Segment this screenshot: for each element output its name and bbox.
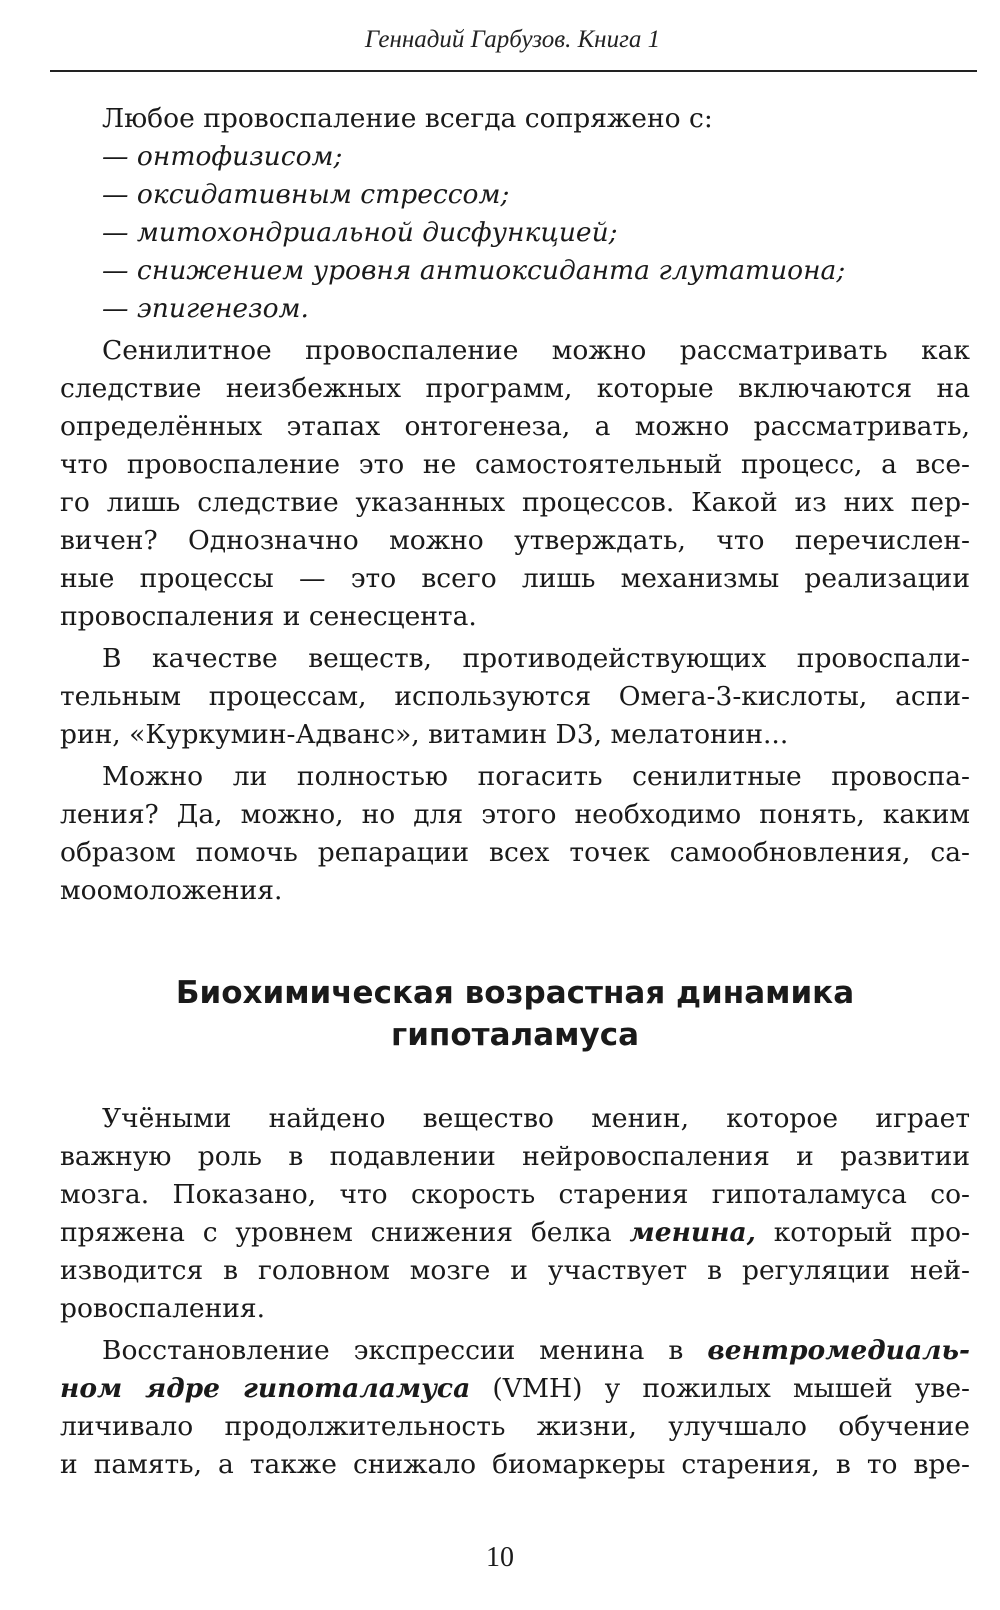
text-line: Учёными найдено вещество менин, которое играет [102, 1103, 970, 1134]
paragraph-substances [60, 640, 970, 754]
section-heading [60, 972, 970, 1056]
text-span: пряжена с уровнем снижения белка [60, 1217, 630, 1248]
list-item: — митохондриальной дисфункцией; [102, 217, 618, 248]
list-item: — оксидативным стрессом; [102, 179, 510, 210]
text-line: провоспаления и сенесцента. [60, 601, 477, 632]
text-span: (VMH) у пожилых мышей уве- [470, 1373, 970, 1404]
text-line: определённых этапах онтогенеза, а можно рассматривать, [60, 411, 970, 442]
header-rule [50, 70, 977, 72]
text-line: моомоложения. [60, 875, 283, 906]
text-line [60, 1370, 970, 1408]
list-item: — онтофизисом; [102, 141, 343, 172]
text-line: ровоспаления. [60, 1293, 266, 1324]
text-line [60, 1214, 970, 1252]
list-item: — эпигенезом. [102, 293, 309, 324]
text-line: следствие неизбежных программ, которые включаются на [60, 373, 970, 404]
text-line: вичен? Однозначно можно утверждать, что перечислен- [60, 525, 970, 556]
text-line: личивало продолжительность жизни, улучшало обучение [60, 1411, 970, 1442]
text-span: который про- [755, 1217, 970, 1248]
emphasis-term: вентромедиаль- [707, 1335, 970, 1366]
running-title: Геннадий Гарбузов. Книга 1 [364, 26, 661, 53]
paragraph-senile-inflammation [60, 332, 970, 636]
paragraph-menin [60, 1100, 970, 1328]
section-heading-line: Биохимическая возрастная динамика [175, 975, 855, 1011]
emphasis-term: менина, [629, 1217, 756, 1248]
text-line: важную роль в подавлении нейровоспаления и развитии [60, 1141, 970, 1172]
text-line: ления? Да, можно, но для этого необходимо понять, каким [60, 799, 970, 830]
list-item: — снижением уровня антиоксиданта глутатиона; [102, 255, 846, 286]
text-span: Восстановление экспрессии менина в [102, 1335, 708, 1366]
text-line: рин, «Куркумин-Адванс», витамин D3, мелатонин... [60, 719, 789, 750]
intro-lead: Любое провоспаление всегда сопряжено с: [102, 103, 713, 134]
text-line: образом помочь репарации всех точек самообновления, са- [60, 837, 970, 868]
text-line: ные процессы — это всего лишь механизмы реализации [60, 563, 970, 594]
text-line: В качестве веществ, противодействующих провоспали- [102, 643, 970, 674]
text-line: го лишь следствие указанных процессов. Какой из них пер- [60, 487, 970, 518]
text-line: изводится в головном мозге и участвует в регуляции ней- [60, 1255, 970, 1286]
section-heading-line: гипоталамуса [391, 1017, 639, 1053]
text-line: Сенилитное провоспаление можно рассматривать как [102, 335, 970, 366]
text-line: Можно ли полностью погасить сенилитные провоспа- [102, 761, 970, 792]
text-line: тельным процессам, используются Омега-3-кислоты, аспи- [60, 681, 970, 712]
paragraph-question [60, 758, 970, 910]
page-body [60, 100, 970, 1484]
text-line [60, 1332, 970, 1370]
page-number: 10 [486, 1542, 514, 1573]
paragraph-vmh [60, 1332, 970, 1484]
text-line: что провоспаление это не самостоятельный процесс, а все- [60, 449, 970, 480]
emphasis-term: ном ядре гипоталамуса [60, 1373, 471, 1404]
text-line: мозга. Показано, что скорость старения гипоталамуса со- [60, 1179, 970, 1210]
text-line: и память, а также снижало биомаркеры старения, в то вре- [60, 1449, 970, 1480]
